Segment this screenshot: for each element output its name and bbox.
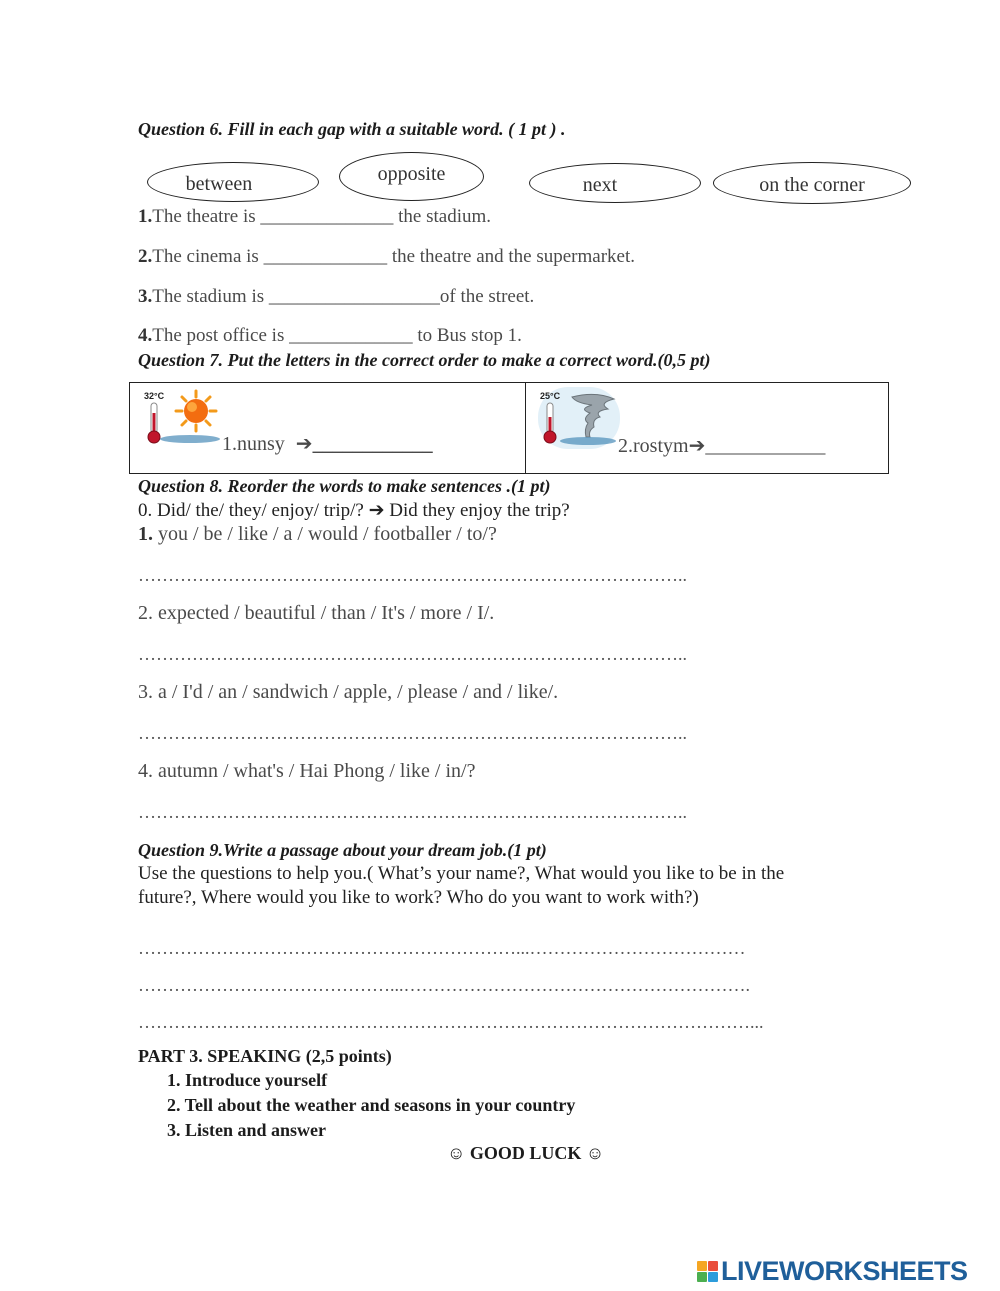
logo-blocks-icon [697, 1261, 718, 1282]
speaking-item-2: 2. Tell about the weather and seasons in your country [167, 1095, 576, 1115]
option-text: next [582, 173, 618, 196]
option-oval-3 [529, 163, 701, 203]
q7-item-2 [618, 433, 825, 458]
scrambled-word: 2.rostym [618, 435, 689, 457]
q8-item-3: 3. a / I'd / an / sandwich / apple, / please / and / like/. [138, 681, 559, 703]
q7-heading: Question 7. Put the letters in the correct order to make a correct word.(0,5 pt) [138, 350, 711, 370]
q6-item-text[interactable]: The post office is _____________ to Bus stop 1. [152, 325, 522, 346]
q7-table [129, 382, 889, 474]
q6-item-2: 2.The cinema is _____________ the theatre and the supermarket. [138, 246, 636, 267]
answer-line-2[interactable]: ……………………………………………………………………………….. [138, 644, 687, 664]
option-oval-4 [713, 162, 911, 204]
q6-item-3: 3.The stadium is __________________of the street. [138, 286, 535, 307]
logo-text: LIVEWORKSHEETS [721, 1256, 968, 1286]
temp-label: 32°C [144, 391, 165, 401]
q8-item-1: 1. you / be / like / a / would / footballer / to/? [138, 523, 497, 545]
q8-example: 0. Did/ the/ they/ enjoy/ trip/? ➔ Did they enjoy the trip? [138, 500, 570, 521]
q6-item-text[interactable]: The stadium is __________________of the street. [152, 286, 535, 307]
passage-line-1[interactable]: ………………………………………………………...……………………………… [138, 938, 746, 958]
storm-thermometer-icon [538, 387, 620, 454]
q7-item-1 [222, 431, 433, 456]
q6-item-text[interactable]: The theatre is ______________ the stadium. [152, 206, 492, 227]
option-text: on the corner [759, 173, 865, 196]
option-oval-1 [147, 162, 319, 202]
table-divider [525, 383, 526, 473]
speaking-item-3: 3. Listen and answer [167, 1120, 327, 1140]
answer-line-1[interactable]: ……………………………………………………………………………….. [138, 565, 687, 585]
temp-label: 25°C [540, 391, 561, 401]
q8-heading: Question 8. Reorder the words to make sentences .(1 pt) [138, 476, 551, 496]
q8-item-2: 2. expected / beautiful / than / It's / more / I/. [138, 602, 495, 624]
q6-heading: Question 6. Fill in each gap with a suitable word. ( 1 pt ) . [138, 119, 566, 139]
answer-blank[interactable]: ____________ [312, 433, 433, 455]
q6-item-4: 4.The post office is _____________ to Bus stop 1. [138, 325, 522, 346]
q6-item-1: 1.The theatre is ______________ the stadium. [138, 206, 492, 227]
answer-line-4[interactable]: ……………………………………………………………………………….. [138, 802, 687, 822]
answer-line-3[interactable]: ……………………………………………………………………………….. [138, 723, 687, 743]
answer-blank[interactable]: ____________ [705, 435, 826, 457]
option-text: between [185, 172, 253, 195]
option-oval-2 [339, 152, 484, 201]
good-luck: ☺ GOOD LUCK ☺ [447, 1143, 605, 1163]
liveworksheets-logo[interactable] [697, 1256, 968, 1287]
arrow-icon: ➔ [688, 435, 706, 457]
passage-line-3[interactable]: …………………………………………………………………………………………... [138, 1012, 764, 1032]
q9-instruction-2: future?, Where would you like to work? Who do you want to work with?) [138, 887, 699, 908]
arrow-icon: ➔ [295, 433, 313, 455]
q6-item-text[interactable]: The cinema is _____________ the theatre and the supermarket. [152, 246, 636, 267]
q9-heading: Question 9.Write a passage about your dream job.(1 pt) [138, 840, 547, 860]
option-text: opposite [377, 163, 446, 185]
q8-item-4: 4. autumn / what's / Hai Phong / like / in/? [138, 760, 476, 782]
sun-thermometer-icon [142, 387, 224, 454]
speaking-item-1: 1. Introduce yourself [167, 1070, 328, 1090]
passage-line-2[interactable]: ……………………………………...…………………………………………………. [138, 975, 750, 995]
part3-heading: PART 3. SPEAKING (2,5 points) [138, 1046, 392, 1066]
q9-instruction-1: Use the questions to help you.( What’s your name?, What would you like to be in the [138, 863, 785, 884]
scrambled-word: 1.nunsy [222, 433, 285, 455]
